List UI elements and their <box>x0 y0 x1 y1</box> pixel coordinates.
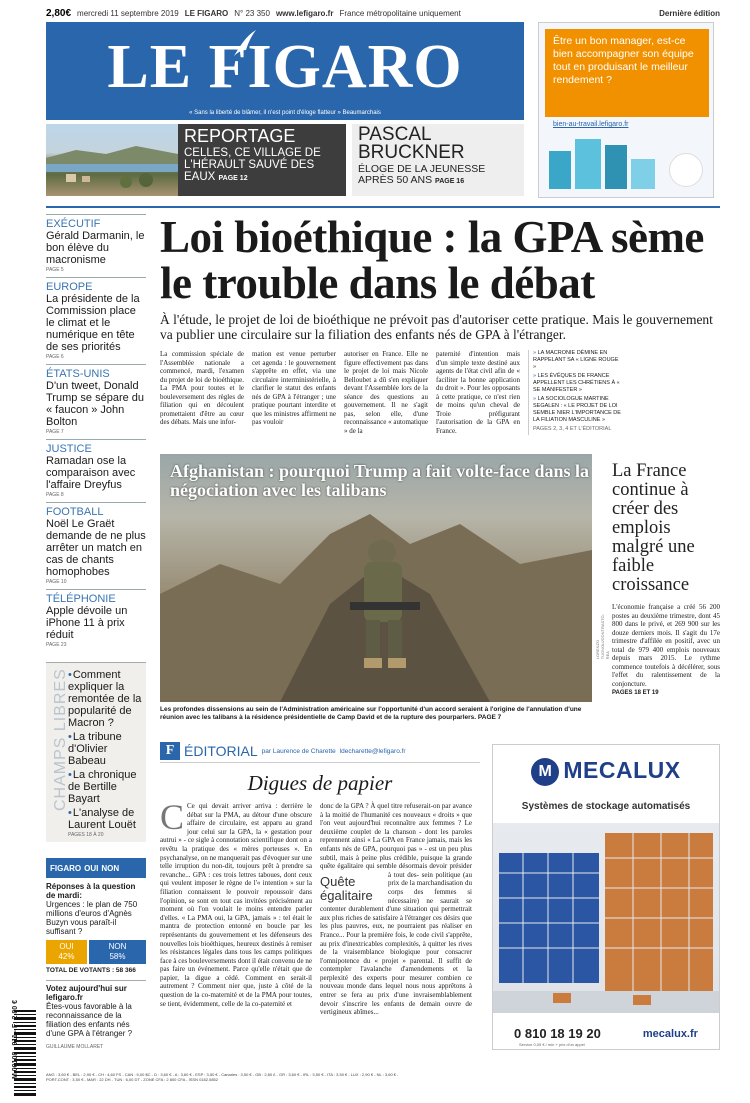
mecalux-logo-icon: M <box>531 758 559 786</box>
issue-date: mercredi 11 septembre 2019 <box>77 9 179 18</box>
editorial-header <box>160 742 480 763</box>
lead-headline[interactable]: Loi bioéthique : la GPA sème le trouble dans le débat <box>160 212 704 308</box>
top-info-line <box>46 8 720 20</box>
brief-item[interactable] <box>46 439 146 502</box>
lead-related <box>528 350 622 435</box>
region-note: France métropolitaine uniquement <box>339 9 461 18</box>
poll-oui-bar: OUI 42% <box>46 940 87 964</box>
promo-reportage-kicker: REPORTAGE <box>184 126 296 146</box>
issue-number: N° 23 350 <box>234 9 270 18</box>
ad-bien-au-travail[interactable] <box>538 22 714 198</box>
brief-page: PAGE 23 <box>46 642 67 648</box>
brief-category: TÉLÉPHONIE <box>46 593 116 605</box>
champs-page: PAGES 18 À 20 <box>68 832 104 838</box>
ad-top-link[interactable]: bien-au-travail.lefigaro.fr <box>553 121 629 128</box>
champs-item[interactable]: • La tribune d'Olivier Babeau <box>68 731 144 767</box>
lead-col: mation est venue perturber cet agenda : le gouvernement s'apprête en effet, via une circulaire interministérielle, à clarifier le statut des enfants nés de GPA à l'étranger ; une pratique pourtant interdite et que les ministres affirment ne pas vouloir <box>252 350 336 426</box>
poll-header-figaro: FIGARO <box>50 863 82 873</box>
ad-top-text: Être un bon manager, est-ce bien accompagner son équipe tout en produisant le meilleur rendement ? <box>545 29 709 117</box>
drop-cap: C <box>160 797 185 837</box>
brief-category: JUSTICE <box>46 443 92 455</box>
cover-price: 2,80€ <box>46 8 72 19</box>
promo-bruckner-name: PASCAL BRUCKNER <box>358 124 465 163</box>
brief-text: Gérald Darmanin, le bon élève du macronisme <box>46 230 145 266</box>
building-illustration <box>549 131 669 189</box>
brief-item[interactable] <box>46 214 146 277</box>
lead-col: autoriser en France. Elle ne figure effectivement pas dans le projet de loi mais Nicole Belloubet a dû s'en expliquer devant l'Assemblée lors de la séance des questions au gouvernement. Il ne s'agit pas, selon elle, d'une reconnaissance « automatique » de la <box>344 350 428 435</box>
ad-mecalux[interactable] <box>492 744 720 1050</box>
poll-non-pct: 58% <box>109 952 126 961</box>
brief-item[interactable] <box>46 502 146 589</box>
photo-credit: LORENZO TUGNOLI/CONTRASTO-REA <box>595 614 610 660</box>
related-item[interactable]: » LA SOCIOLOGUE MARTINE SEGALEN : « LE PROJET DE LOI SEMBLE NIER L'IMPORTANCE DE LA FILIATION MASCULINE » <box>533 396 622 424</box>
brief-page: PAGE 10 <box>46 579 67 585</box>
poll-vote-label: Votez aujourd'hui sur lefigaro.fr <box>46 984 127 1002</box>
brief-text: D'un tweet, Donald Trump se sépare du « faucon » John Bolton <box>46 380 145 428</box>
poll-results <box>46 940 146 964</box>
header-rule <box>46 206 720 208</box>
poll-box <box>46 858 146 1050</box>
promo-reportage-title: CELLES, CE VILLAGE DE L'HÉRAULT SAUVÉ DES EAUX PAGE 12 <box>184 147 321 183</box>
website-link[interactable]: www.lefigaro.fr <box>275 9 334 18</box>
champs-item[interactable]: • L'analyse de Laurent Louët <box>68 807 144 831</box>
brief-page: PAGE 7 <box>46 429 64 435</box>
champs-libres-label: CHAMPS LIBRES <box>52 668 69 811</box>
poll-signature: GUILLAUME MOLLARET <box>46 1044 104 1050</box>
brief-category: EXÉCUTIF <box>46 218 101 230</box>
poll-vote-question: Êtes-vous favorable à la reconnaissance de la filiation des enfants nés d'une GPA à l'étranger ? <box>46 1002 133 1038</box>
masthead-title: LE FIGARO <box>107 33 463 101</box>
figaro-f-icon: F <box>160 742 180 760</box>
mecalux-phone[interactable]: 0 810 18 19 20 <box>514 1026 601 1041</box>
mecalux-tagline: Systèmes de stockage automatisés <box>521 801 691 812</box>
brief-category: EUROPE <box>46 281 93 293</box>
brief-text: La présidente de la Commission place le climat et le numérique en tête de ses priorités <box>46 293 140 353</box>
brief-page: PAGE 6 <box>46 354 64 360</box>
brief-page: PAGE 5 <box>46 267 64 273</box>
poll-header-non: NON <box>101 863 120 873</box>
champs-item[interactable]: • La chronique de Bertille Bayart <box>68 769 144 805</box>
related-pages: PAGES 2, 3, 4 ET L'ÉDITORIAL <box>533 426 612 432</box>
editorial-label: ÉDITORIAL <box>184 743 258 759</box>
employment-headline: La France continue à créer des emplois malgré une faible croissance <box>612 461 695 595</box>
editorial-col-2: donc de la GPA ? À quel titre refuserait-on par avance à la moitié de l'humanité ces nouveaux « droits » que l'on veut aujourd'hui reconnaître aux femmes ? Le deuxième couplet de la chanson - dont les paroles reprennent ainsi « La GPA en France jamais, mais les enfants nés de GPA, pourquoi pas » - est un peu plus subtil, mais à peine plus crédible, puisque la grande quête égalitaire qui semble désormais devoir présider à tout des- Quête égalitaire sein politique (au prix de la marchandisation du corps des femmes si nécessaire) ne saurait se contenter durablement d'une situation qui permettrait aux plus riches de satisfaire à l'étranger ces désirs que les plus pauvres, eux, ne pourraient pas réaliser en France... Pour la première fois, le code civil s'apprête, au prix d'inextricables complexités, à quitter les rives de la vraisemblance biologique pour consacrer l'omnipotence du « projet » parental. Il suffit de contempler l'avalanche d'amendements et la perplexité des experts pour mesurer combien ce nouveau monde dans lequel nous nous apprêtons à entrer se fera au prix d'une invraisemblablement devoir s'inscrire les enfants de demain ouvre de vertigineux abîmes... <box>320 802 472 1017</box>
brief-category: FOOTBALL <box>46 506 104 518</box>
editorial-email[interactable]: ldecharette@lefigaro.fr <box>339 747 406 755</box>
village-photo <box>46 124 178 196</box>
related-item[interactable]: » LES ÉVÊQUES DE FRANCE APPELLENT LES CHRÉTIENS À « SE MANIFESTER » <box>533 373 622 394</box>
editorial-subhead: Quête égalitaire <box>320 873 373 903</box>
masthead-motto: « Sans la liberté de blâmer, il n'est point d'éloge flatteur » Beaumarchais <box>189 110 381 116</box>
promo-bruckner[interactable] <box>352 124 524 196</box>
afghanistan-photo[interactable] <box>160 454 592 702</box>
poll-question-label: Réponses à la question de mardi: <box>46 882 136 900</box>
main-column <box>160 212 720 1047</box>
promo-bruckner-title: ÉLOGE DE LA JEUNESSE APRÈS 50 ANS PAGE 16 <box>358 163 486 186</box>
mecalux-site[interactable]: mecalux.fr <box>642 1027 698 1040</box>
editorial-author: par Laurence de Charette <box>261 747 336 755</box>
related-item[interactable]: » LA MACRONIE DÉMINE EN RAPPELANT SA « LIGNE ROUGE » <box>533 350 622 371</box>
lead-standfirst: À l'étude, le projet de loi de bioéthique ne prévoit pas d'autoriser cette pratique. Mais le gouvernement va publier une circulaire sur la filiation des enfants nés de GPA à l'étranger. <box>160 312 713 342</box>
brief-text: Ramadan ose la comparaison avec l'affaire Dreyfus <box>46 455 136 491</box>
lead-col: La commission spéciale de l'Assemblée nationale a commencé, mardi, l'examen du projet de loi de bioéthique. La PMA pour toutes et le bouleversement des règles de filiation qui en découlent promettaient d'être au cœur des débats. Mais une infor- <box>160 350 244 426</box>
photo-headline: Afghanistan : pourquoi Trump a fait volte-face dans la négociation avec les talibans <box>170 461 590 500</box>
warehouse-racks-illustration <box>493 823 719 1013</box>
brief-item[interactable] <box>46 364 146 439</box>
employment-body: L'économie française a créé 56 200 postes au deuxième trimestre, dont 45 800 dans le privé, et 269 900 sur les douze derniers mois. Il s'agit du 17e trimestre d'affilée en positif, avec un total de 979 400 emplois nouveaux depuis mars 2015. Le rythme commence toutefois à décélérer, sous l'effet du ralentissement de la conjoncture. <box>612 603 720 688</box>
lead-col: paternité d'intention mais d'un simple texte destiné aux agents de l'état civil afin de « faciliter la bonne application du droit ». Pour les opposants à cette pratique, ce n'est rien de moins qu'un cheval de Troie préfigurant l'autorisation de la GPA en France. <box>436 350 520 435</box>
edition-label: Dernière édition <box>659 9 720 18</box>
brief-item[interactable] <box>46 277 146 364</box>
editorial-title: Digues de papier <box>247 771 393 795</box>
employment-story[interactable] <box>612 462 720 696</box>
briefs-column <box>46 214 146 652</box>
mecalux-phone-note: Service 0,05 € / min + prix d'un appel <box>519 1042 585 1047</box>
brief-page: PAGE 8 <box>46 492 64 498</box>
lead-body <box>160 350 720 435</box>
brief-category: ÉTATS-UNIS <box>46 368 110 380</box>
editorial-col-1: C Ce qui devait arriver arriva : derrière le débat sur la PMA, au détour d'une obscure affaire de circulaire, est apparu au grand jour celui sur la GPA, la « gestation pour autrui » - ce sigle à connotation scientifique dont on a revêtu la pratique des « mères porteuses ». En psychanalyse, on ne manquerait pas d'évoquer sur une telle irruption du non-dit, toujours prêt à prendre sa revanche... GPA : ces trois lettres taboues, dont ceux qui veulent imposer le règne de l'« intention » sur la filiation connaissent le pouvoir repoussoir dans l'opinion, se sont en tout cas invitées précisément au moment où l'on voulait le moins entendre parler d'elles. « La PMA oui, la GPA, jamais » : tel était le mantra de protection entonné en boucle par les représentants du gouvernement et les défenseurs des nouvelles lois bioéthiques, heureux destinés à remiser les résistances légales dans tous les camps politiques face à ces bouleversements dont il était convenu de ne pas faire un événement. Parce qu'elle n'était que de papier, la digue a cédé. Comment en serait-il autrement ? Comment nier que, juste à côté de la question de la co-maternité et de la PMA pour toutes, se tient, évidemment, celle de la co-paternité et <box>160 797 312 1008</box>
photo-caption: Les profondes dissensions au sein de l'Administration américaine sur l'opportunité d'un accord seraient à l'origine de l'annulation d'une réunion avec les talibans à la résidence présidentielle de Camp David et de la rupture des pourparlers. PAGE 7 <box>160 706 582 721</box>
promo-bruckner-page: PAGE 16 <box>435 178 465 185</box>
promo-reportage[interactable] <box>46 124 346 196</box>
poll-oui-pct: 42% <box>58 952 75 961</box>
foreign-prices: ANG : 3,60 € - BEL : 2,90 € - CH : 4,60 FS - CAN : 5,00 $C - D : 3,60 € - A : 3,60 € - ESP : 3,50 € - Canaries : 3,50 € - GB : 2,80 £ - GR : 3,60 € - IRL : 3,50 € - ITA : 3,50 € - LUX : 2,90 € - NL : 3,60 € - PORT.CONT : 3,50 € - MAR : 22 DH - TUN : 6,00 DT - ZONE CFA : 2 800 CFA - ISSN 0182.5852 <box>46 1072 399 1082</box>
poll-question: Urgences : le plan de 750 millions d'euros d'Agnès Buzyn vous paraît-il suffisant ? <box>46 900 138 936</box>
brief-text: Apple dévoile un iPhone 11 à prix réduit <box>46 605 128 641</box>
sponsor-badge-icon <box>669 153 703 187</box>
employment-page: PAGES 18 ET 19 <box>612 690 659 696</box>
photo-caption-page: PAGE 7 <box>477 714 502 721</box>
barcode-price: M 00108 - 911 - F: 2,80 € <box>12 1000 19 1079</box>
poll-total: TOTAL DE VOTANTS : 58 366 <box>46 967 136 974</box>
champs-item[interactable]: • Comment expliquer la remontée de la popularité de Macron ? <box>68 669 144 729</box>
poll-vote-today[interactable] <box>46 980 146 1038</box>
poll-header <box>46 858 146 878</box>
mecalux-brand: M MECALUX <box>493 757 719 786</box>
poll-non-bar: NON 58% <box>89 940 146 964</box>
brief-item[interactable] <box>46 589 146 652</box>
poll-header-oui: OUI <box>84 863 99 873</box>
champs-libres-box[interactable] <box>46 662 146 842</box>
paper-name-small: LE FIGARO <box>184 9 229 18</box>
brief-text: Noël Le Graët demande de ne plus arrêter un match en cas de chants homophobes <box>46 518 146 578</box>
masthead <box>46 22 524 120</box>
editorial <box>160 742 480 1017</box>
village-illustration <box>46 124 178 196</box>
promo-reportage-page: PAGE 12 <box>218 175 248 182</box>
